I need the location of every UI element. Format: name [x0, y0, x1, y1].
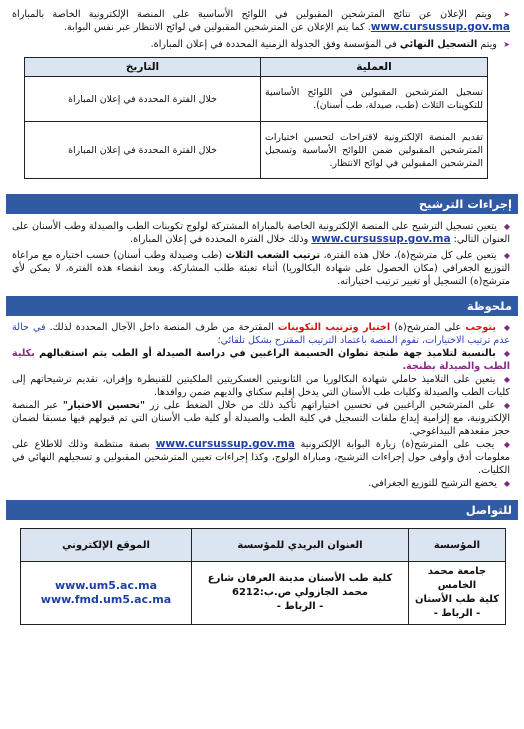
diamond-bullet-icon: ◆: [503, 479, 510, 488]
section-banner-contact: للتواصل: [6, 500, 518, 520]
institution-cell: [409, 562, 506, 625]
address-line: كلية طب الأسنان مدينة العرفان شارع: [207, 573, 393, 584]
website-link[interactable]: www.um5.ac.ma: [54, 579, 158, 592]
cursussup-link[interactable]: www.cursussup.gov.ma: [370, 21, 510, 33]
purple-bold-text: بكلية الطب والصيدلة بطنجة.: [12, 348, 510, 372]
body-text: وذلك خلال الفترة المحددة في إعلان المباراة.: [130, 234, 309, 245]
bold-text: ترتيب الشعب الثلاث: [225, 250, 321, 261]
bold-text: "تحسين الاختيار": [62, 400, 146, 411]
body-text: يخضع الترشيح للتوزيع الجغرافي.: [368, 478, 497, 489]
note-2: [8, 347, 516, 373]
bold-text: بالنسبة لتلاميذ جهة طنجة تطوان الحسيمة الراغبين في دراسة الصيدلة أو الطب يتم استقبالهم: [39, 348, 496, 359]
diamond-bullet-icon: ◆: [503, 323, 510, 332]
body-text: يجب على المترشح(ة) زيارة البوابة الإلكترونية: [300, 439, 495, 450]
red-bold-text: يتوجب: [465, 322, 496, 333]
cursussup-link[interactable]: www.cursussup.gov.ma: [155, 438, 295, 450]
note-1: [8, 321, 516, 347]
institution-line: كلية طب الأسنان: [414, 594, 500, 605]
diamond-bullet-icon: ◆: [503, 349, 510, 358]
website-cell: [21, 562, 192, 625]
contact-table: [20, 528, 506, 625]
body-text: يتعين على التلاميذ حاملي شهادة البكالوريا من الثانويتين العسكريتين الملكيتين للقنيطرة وإفران، تقديم ترشيحاتهم إلى كليات الطب والصيدلة وكليات طب الأسنان التي يدخل إقليم سكناي والديهم ضمن روافدها.: [12, 374, 510, 398]
header-address: العنوان البريدي للمؤسسة: [192, 529, 409, 562]
intro-bold: التسجيل النهائي: [399, 39, 478, 50]
operation-cell: تسجيل المترشحين المقبولين في اللوائح الأساسية للتكوينات الثلاث (طب، صيدلة، طب أسنان).: [261, 77, 488, 122]
header-website: الموقع الإلكتروني: [21, 529, 192, 562]
header-operation: العملية: [261, 58, 488, 77]
address-line: - الرباط -: [276, 601, 324, 612]
intro-results: [8, 0, 516, 34]
date-cell: خلال الفترة المحددة في إعلان المباراة: [25, 122, 261, 179]
body-text: على المترشح(ة): [394, 322, 462, 333]
section-banner-nomination: إجراءات الترشيح: [6, 194, 518, 214]
header-date: التاريخ: [25, 58, 261, 77]
diamond-bullet-icon: ◆: [503, 401, 510, 410]
document-page: [8, 0, 516, 625]
blue-text: في حالة عدم ترتيب الاختيارات، تقوم المنصة باعتماد الترتيب المقترح بشكل تلقائي؛: [12, 322, 510, 346]
table-row: [25, 122, 488, 179]
diamond-bullet-icon: ◆: [503, 222, 510, 231]
body-text: عبر المنصة الإلكترونية، مع إلزامية إيداع ملفات التسجيل في كلية الطب والصيدلة أو كلية طب الأسنان التي تم قبولهم فيها مسبقا لضمان حجز مقعدهم البيداغوجي.: [12, 400, 510, 437]
address-line: محمد الجازولي ص.ب:6212: [232, 587, 368, 598]
intro-text: ويتم الإعلان عن نتائج المترشحين المقبولين في اللوائح الأساسية على المنصة الإلكترونية الخاصة بالمباراة: [12, 9, 492, 20]
body-text: المقترحة من طرف المنصة داخل الآجال المحددة لذلك.: [49, 322, 274, 333]
body-text: يتعين تسجيل الترشيح على المنصة الإلكترونية الخاصة بالمباراة المشتركة لولوج تكوينات الطب والصيدلة وطب الأسنان على العنوان التالي:: [12, 221, 510, 245]
website-link[interactable]: www.fmd.um5.ac.ma: [40, 593, 172, 606]
body-text: بصفة منتظمة وذلك للاطلاع على معلومات أدق وأوفى حول إجراءات الترشيح، ومباراة الولوج، وكذا إجراءات تعيين المترشحين المقبولين و تسجيلهم النهائي في الكليات.: [12, 439, 510, 476]
body-text: على المترشحين الراغبين في تحسين اختياراتهم تأكيد ذلك من خلال الضغط على زر: [149, 400, 496, 411]
institution-line: جامعة محمد الخامس: [427, 566, 487, 591]
schedule-table: [24, 57, 488, 179]
section-banner-note: ملحوظة: [6, 296, 518, 316]
arrow-bullet-icon: ➤: [503, 10, 510, 19]
intro-text: . كما يتم الإعلان عن المترشحين المقبولين في لوائح الانتظار عبر نفس البوابة.: [64, 22, 371, 33]
institution-line: - الرباط -: [433, 608, 481, 619]
operation-cell: تقديم المنصة الإلكترونية لاقتراحات لتحسين اختيارات المترشحين المقبولين ضمن اللوائح الأساسية وتسجيل المترشحين المقبولين في لوائح الانتظار.: [261, 122, 488, 179]
address-cell: [192, 562, 409, 625]
intro-text: ويتم: [480, 39, 497, 50]
body-text: (طب وصيدلة وطب أسنان) حسب اختياره مع مراعاة التوزيع الجغرافي (مكان الحصول على شهادة البكالوريا) أثناء تعبئة طلب المشاركة. وبعد انقضاء هذه الفترة، لا يمكن لأي مترشح(ة) التسجيل أو تغيير ترتيب اختياراته.: [12, 250, 510, 287]
diamond-bullet-icon: ◆: [503, 440, 510, 449]
arrow-bullet-icon: ➤: [503, 40, 510, 49]
red-bold-text: اختيار وترتيب التكوينات: [277, 322, 391, 333]
diamond-bullet-icon: ◆: [503, 375, 510, 384]
intro-registration: [8, 38, 516, 51]
date-cell: خلال الفترة المحددة في إعلان المباراة: [25, 77, 261, 122]
note-6: [8, 477, 516, 490]
header-institution: المؤسسة: [409, 529, 506, 562]
intro-text: في المؤسسة وفق الجدولة الزمنية المحددة في إعلان المباراة.: [150, 39, 397, 50]
table-row: [21, 562, 506, 625]
cursussup-link[interactable]: www.cursussup.gov.ma: [311, 233, 451, 245]
note-5: [8, 438, 516, 477]
table-row: [25, 77, 488, 122]
nomination-paragraph-1: [8, 220, 516, 246]
note-3: [8, 373, 516, 399]
nomination-paragraph-2: [8, 249, 516, 288]
diamond-bullet-icon: ◆: [503, 251, 510, 260]
note-4: [8, 399, 516, 438]
body-text: يتعين على كل مترشح(ة)، خلال هذه الفترة،: [323, 250, 497, 261]
